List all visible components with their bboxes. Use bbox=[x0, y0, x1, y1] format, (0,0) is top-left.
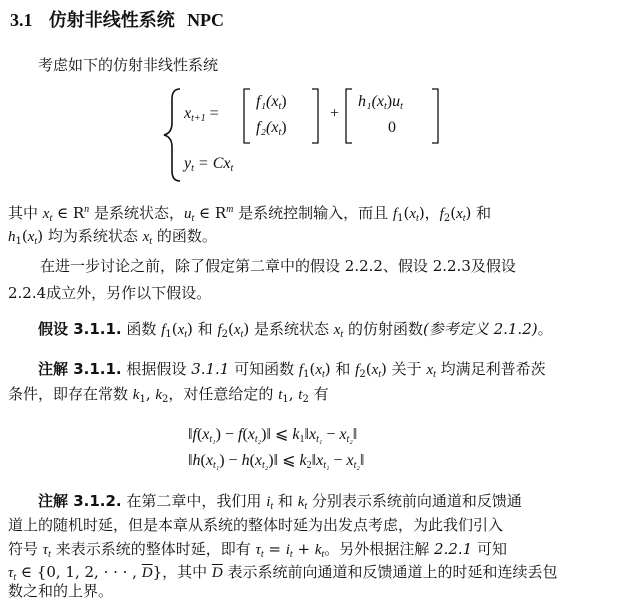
f2-entry: $f_2(x_t)$ bbox=[256, 119, 287, 138]
h1u-entry: $h_1(x_t)u_t$ bbox=[358, 93, 403, 112]
paragraph-1-line-1: 其中 $x_t$ ∈ $R^n$ 是系统状态，$u_t$ ∈ $R^m$ 是系统控制输入，而且 $f_1(x_t)$，$f_2(x_t)$ 和 bbox=[8, 204, 492, 224]
section-title: 仿射非线性系统 bbox=[48, 10, 175, 31]
paragraph-2-line-1: 在进一步讨论之前，除了假定第二章中的假设 2.2.2、假设 2.2.3及假设 bbox=[40, 257, 516, 275]
f1-entry: $f_1(x_t)$ bbox=[256, 93, 287, 112]
remark-3-1-2-line-4: $\tau_t$ ∈ {0, 1, 2, · · · , $\overline{D}$}，其中 $\overline{D}$ 表示系统前向通道和反馈通道上的时延和连续丢包 bbox=[8, 563, 558, 583]
remark-3-1-1-line-2: 条件，即存在常数 $k_1$, $k_2$，对任意给定的 $t_1$, $t_2$ 有 bbox=[8, 385, 329, 405]
paragraph-1-line-2: $h_1(x_t)$ 均为系统状态 $x_t$ 的函数。 bbox=[8, 227, 217, 247]
lipschitz-inequality-f: $‖f(x_{t_1})$ − $f(x_{t_2})‖$ ⩽ $k_1‖x_{t_1}$ − $x_{t_2}‖$ bbox=[188, 426, 358, 445]
state-update-lhs: $x_{t+1}$ = bbox=[184, 105, 219, 124]
output-equation: $y_t = Cx_t$ bbox=[184, 155, 234, 174]
section-heading bbox=[10, 6, 224, 32]
zero-entry: 0 bbox=[388, 119, 396, 136]
plus-sign: + bbox=[330, 105, 340, 122]
paragraph-2-line-2: 2.2.4成立外，另作以下假设。 bbox=[8, 284, 212, 302]
remark-3-1-2-line-3: 符号 $\tau_t$ 来表示系统的整体时延，即有 $\tau_t = i_t + k_t$。另外根据注解 2.2.1 可知 bbox=[8, 540, 507, 560]
remark-3-1-1-line-1: 注解 3.1.1. 根据假设 3.1.1 可知函数 $f_1(x_t)$ 和 $f_2(x_t)$ 关于 $x_t$ 均满足利普希茨 bbox=[38, 360, 546, 380]
system-equation bbox=[158, 85, 458, 185]
section-number: 3.1 bbox=[10, 10, 33, 30]
remark-3-1-2-line-1: 注解 3.1.2. 在第二章中，我们用 $i_t$ 和 $k_t$ 分别表示系统前向通道和反馈通 bbox=[38, 492, 522, 512]
lipschitz-inequality-h: $‖h(x_{t_1})$ − $h(x_{t_2})‖$ ⩽ $k_2‖x_{t_1}$ − $x_{t_2}‖$ bbox=[188, 452, 365, 471]
intro-text: 考虑如下的仿射非线性系统 bbox=[38, 56, 219, 74]
remark-3-1-2-line-5: 数之和的上界。 bbox=[8, 582, 114, 600]
assumption-3-1-1: 假设 3.1.1. 函数 $f_1(x_t)$ 和 $f_2(x_t)$ 是系统状态 $x_t$ 的仿射函数(参考定义 2.1.2)。 bbox=[38, 320, 553, 340]
section-title-suffix: NPC bbox=[187, 10, 225, 30]
remark-3-1-2-line-2: 道上的随机时延，但是本章从系统的整体时延为出发点考虑，为此我们引入 bbox=[8, 516, 504, 534]
